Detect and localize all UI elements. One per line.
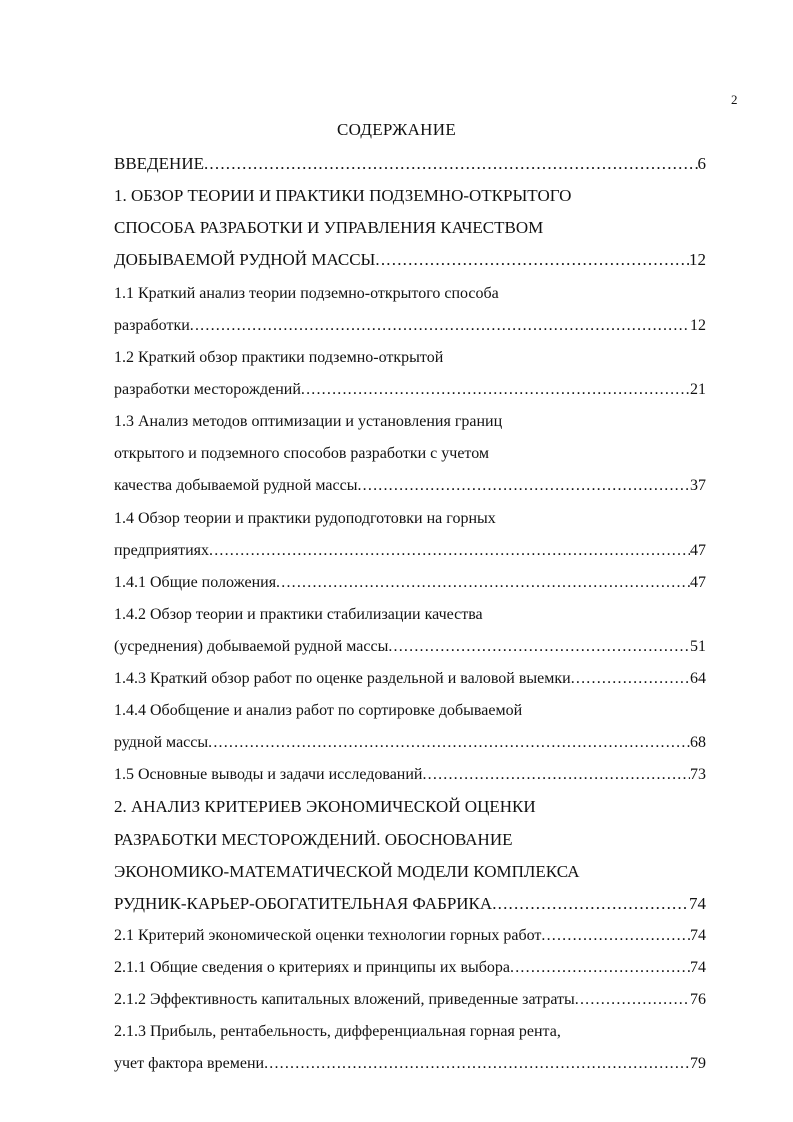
toc-leader-dots [375,249,689,271]
toc-leader-dots [204,153,698,175]
toc-entry [114,989,706,1011]
toc-entry-text: РУДНИК-КАРЬЕР-ОБОГАТИТЕЛЬНАЯ ФАБРИКА [114,894,493,913]
toc-entry-text: 2. АНАЛИЗ КРИТЕРИЕВ ЭКОНОМИЧЕСКОЙ ОЦЕНКИ [114,797,536,816]
toc-leader-dots [357,475,690,497]
toc-leader-dots [571,668,690,690]
page-title: СОДЕРЖАНИЕ [336,120,457,139]
toc-entry [114,283,706,305]
toc-leader-dots [492,893,689,915]
toc-entry-text: 1.3 Анализ методов оптимизации и установления границ [114,413,503,430]
toc-entry [114,861,706,883]
toc-leader-dots [388,636,690,658]
toc-entry-text: СПОСОБА РАЗРАБОТКИ И УПРАВЛЕНИЯ КАЧЕСТВОМ [114,218,544,237]
toc-entry-text: открытого и подземного способов разработки с учетом [114,445,490,462]
toc-entry-text: ВВЕДЕНИЕ [114,154,204,173]
toc-entry-page: 74 [690,959,706,976]
toc-entry-text: 1.4.1 Общие положения [114,574,277,591]
toc-entry-page: 12 [689,250,706,269]
toc-entry [114,475,706,497]
toc-entry [114,508,706,530]
toc-leader-dots [208,732,690,754]
toc-entry [114,796,706,818]
toc-entry [114,443,706,465]
toc-leader-dots [190,315,690,337]
toc-entry [114,893,706,915]
toc-entry-page: 12 [690,317,706,334]
toc-entry-page: 47 [690,542,706,559]
toc-entry-page: 73 [690,766,706,783]
toc-leader-dots [264,1053,690,1075]
toc-leader-dots [301,379,690,401]
toc-entry-page: 74 [689,894,706,913]
toc-entry-page: 64 [690,670,706,687]
toc-entry-text: 1.1 Краткий анализ теории подземно-открытого способа [114,285,499,302]
toc-entry [114,925,706,947]
toc-entry [114,540,706,562]
toc-entry [114,249,706,271]
toc-entry [114,1053,706,1075]
toc-entry-text: качества добываемой рудной массы [114,477,358,494]
toc-entry-text: разработки месторождений [114,381,301,398]
toc-entry-page: 21 [690,381,706,398]
toc-entry [114,185,706,207]
toc-entry-text: 1.4.3 Краткий обзор работ по оценке раздельной и валовой выемки [114,670,571,687]
toc-entry-text: 1.5 Основные выводы и задачи исследований [114,766,423,783]
toc-leader-dots [276,572,690,594]
toc-entry-text: РАЗРАБОТКИ МЕСТОРОЖДЕНИЙ. ОБОСНОВАНИЕ [114,830,513,849]
toc-entry [114,315,706,337]
toc-entry-text: 2.1 Критерий экономической оценки технологии горных работ [114,927,542,944]
toc-entry-text: (усреднения) добываемой рудной массы [114,638,389,655]
toc-entry-text: 2.1.3 Прибыль, рентабельность, дифференциальная горная рента, [114,1023,561,1040]
toc-entry-text: 1. ОБЗОР ТЕОРИИ И ПРАКТИКИ ПОДЗЕМНО-ОТКРЫТОГО [114,186,572,205]
toc-entry [114,217,706,239]
toc-entry [114,957,706,979]
toc-leader-dots [422,764,690,786]
toc-leader-dots [541,925,690,947]
toc-entry-text: ЭКОНОМИКО-МАТЕМАТИЧЕСКОЙ МОДЕЛИ КОМПЛЕКСА [114,862,580,881]
toc-entry [114,764,706,786]
toc-entry-text: 2.1.2 Эффективность капитальных вложений, приведенные затраты [114,991,575,1008]
toc-entry-text: 1.4 Обзор теории и практики рудоподготовки на горных [114,510,496,527]
toc-entry [114,700,706,722]
toc-entry [114,636,706,658]
toc-entry-text: ДОБЫВАЕМОЙ РУДНОЙ МАССЫ [114,250,376,269]
toc-entry-page: 51 [690,638,706,655]
toc-entry [114,379,706,401]
toc-entry-text: 1.4.2 Обзор теории и практики стабилизации качества [114,606,483,623]
toc-entry-text: рудной массы [114,734,209,751]
toc-entry [114,1021,706,1043]
toc-entry [114,153,706,175]
toc-entry-text: предприятиях [114,542,209,559]
toc-entry-page: 76 [690,991,706,1008]
toc-entry-page: 74 [690,927,706,944]
toc-entry [114,829,706,851]
toc-leader-dots [575,989,690,1011]
toc-entry [114,572,706,594]
toc-entry [114,604,706,626]
toc-entry [114,411,706,433]
toc-entry-page: 6 [697,154,706,173]
toc-entry-text: учет фактора времени [114,1055,265,1072]
toc-entry [114,347,706,369]
toc-entry [114,668,706,690]
toc-entry-text: 1.2 Краткий обзор практики подземно-открытой [114,349,444,366]
toc-entry [114,732,706,754]
toc-entry-page: 37 [690,477,706,494]
page-number: 2 [731,92,738,107]
toc-entry-text: 1.4.4 Обобщение и анализ работ по сортировке добываемой [114,702,523,719]
toc-entry-text: разработки [114,317,190,334]
toc-entry-text: 2.1.1 Общие сведения о критериях и принципы их выбора [114,959,511,976]
toc-entry-page: 68 [690,734,706,751]
toc-leader-dots [510,957,690,979]
toc-entry-page: 79 [690,1055,706,1072]
toc-leader-dots [209,540,690,562]
toc-entry-page: 47 [690,574,706,591]
